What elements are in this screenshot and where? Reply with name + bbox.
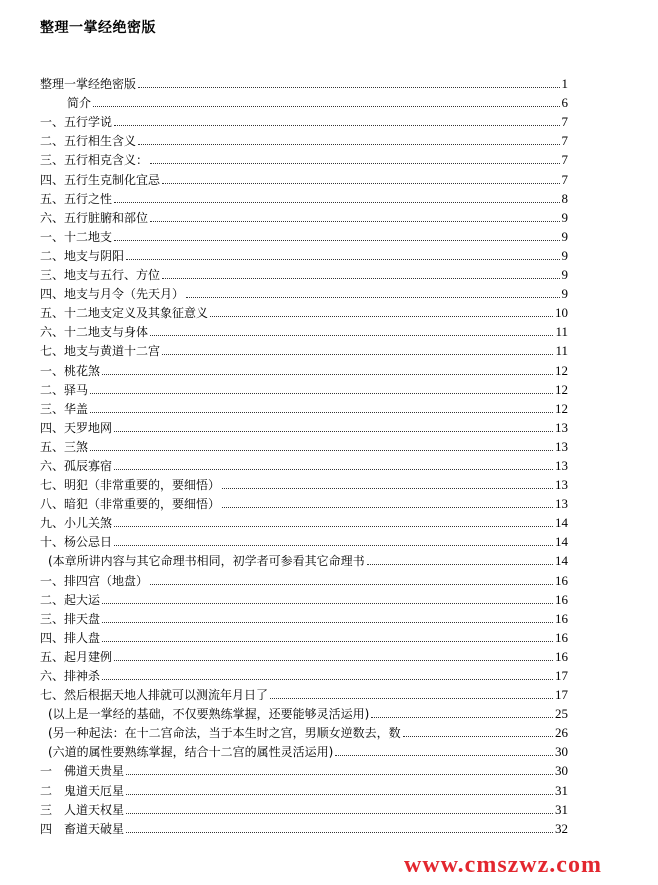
toc-dot-leader [114,660,553,661]
toc-entry-title: 十、杨公忌日 [40,535,113,550]
toc-dot-leader [114,125,559,126]
toc-entry-title: 九、小儿关煞 [40,516,113,531]
toc-entry-title: 四、地支与月令（先天月） [40,287,185,302]
toc-entry-title: 二 鬼道天厄星 [40,783,125,798]
toc-dot-leader [186,297,559,298]
toc-entry-page-number: 31 [555,782,568,798]
toc-entry-page-number: 10 [555,305,568,321]
toc-entry[interactable] [40,817,568,836]
toc-dot-leader [126,832,553,833]
toc-entry-title: 四、排人盘 [40,630,101,645]
watermark: www.cmszwz.com [404,852,602,878]
toc-entry-title: 四 畜道天破星 [40,821,125,836]
toc-entry-title: 四、五行生克制化宜忌 [40,172,161,187]
toc-dot-leader [102,622,553,623]
toc-entry-title: 六、十二地支与身体 [40,325,149,340]
toc-entry-page-number: 12 [555,362,568,378]
toc-dot-leader [126,794,553,795]
toc-entry[interactable] [40,244,568,263]
toc-dot-leader [335,755,553,756]
toc-entry-page-number: 1 [561,76,568,92]
toc-entry-title: 五、三煞 [40,439,89,454]
toc-entry-page-number: 7 [561,133,568,149]
toc-entry[interactable] [40,549,568,568]
toc-entry-title: 二、五行相生含义 [40,134,137,149]
toc-entry-page-number: 14 [555,515,568,531]
toc-entry[interactable] [40,607,568,626]
toc-entry-page-number: 30 [555,744,568,760]
toc-dot-leader [90,450,553,451]
toc-entry-page-number: 13 [555,419,568,435]
toc-entry[interactable] [40,778,568,797]
toc-entry-title: 五、十二地支定义及其象征意义 [40,306,209,321]
toc-dot-leader [126,774,553,775]
toc-entry[interactable] [40,759,568,778]
toc-entry-page-number: 6 [561,95,568,111]
toc-entry-page-number: 16 [555,572,568,588]
toc-entry-title: 三、华盖 [40,401,89,416]
toc-entry-page-number: 9 [561,247,568,263]
toc-dot-leader [114,469,553,470]
toc-entry-title: (本章所讲内容与其它命理书相同，初学者可参看其它命理书 [48,554,365,569]
toc-dot-leader [150,335,553,336]
toc-dot-leader [138,144,559,145]
toc-dot-leader [150,221,559,222]
toc-entry-title: 三、排天盘 [40,611,101,626]
toc-dot-leader [102,679,553,680]
toc-dot-leader [114,545,553,546]
toc-dot-leader [222,488,553,489]
toc-entry[interactable] [40,492,568,511]
toc-entry[interactable] [40,301,568,320]
toc-dot-leader [102,374,553,375]
toc-entry-page-number: 16 [555,648,568,664]
toc-entry-page-number: 8 [561,190,568,206]
toc-dot-leader [162,183,559,184]
toc-entry-title: 二、驿马 [40,382,89,397]
toc-entry[interactable] [40,798,568,817]
toc-entry[interactable] [40,588,568,607]
toc-entry[interactable] [40,339,568,358]
toc-entry[interactable] [40,568,568,587]
toc-entry-page-number: 7 [561,114,568,130]
toc-entry-title: 整理一掌经绝密版 [40,77,137,92]
toc-entry[interactable] [40,702,568,721]
toc-entry-title: 五、起月建例 [40,649,113,664]
toc-entry-title: 七、地支与黄道十二宫 [40,344,161,359]
toc-entry-page-number: 13 [555,457,568,473]
table-of-contents [40,72,568,836]
toc-dot-leader [162,278,559,279]
toc-entry[interactable] [40,72,568,91]
toc-entry-page-number: 17 [555,668,568,683]
toc-entry-title: 三 人道天权星 [40,802,125,817]
toc-entry-title: 六、排神杀 [40,669,101,683]
toc-entry[interactable] [40,683,568,702]
toc-entry[interactable] [40,225,568,244]
toc-entry[interactable] [40,530,568,549]
toc-dot-leader [138,87,559,88]
toc-entry-title: 二、地支与阴阳 [40,248,125,263]
toc-entry-page-number: 7 [561,152,568,168]
toc-entry-page-number: 16 [555,610,568,626]
toc-entry-title: (六道的属性要熟练掌握，结合十二宫的属性灵活运用) [48,745,334,760]
toc-entry-page-number: 11 [555,343,568,359]
toc-dot-leader [114,240,559,241]
toc-entry-title: 六、孤辰寡宿 [40,458,113,473]
toc-dot-leader [114,431,553,432]
toc-entry-title: 一 佛道天贵星 [40,764,125,779]
toc-dot-leader [126,259,559,260]
toc-entry[interactable] [40,282,568,301]
toc-dot-leader [162,354,553,355]
toc-entry-title: 五、五行之性 [40,191,113,206]
toc-entry-page-number: 9 [561,286,568,302]
toc-dot-leader [367,564,553,565]
toc-entry[interactable] [40,626,568,645]
toc-entry[interactable] [40,397,568,416]
toc-entry[interactable] [40,721,568,740]
toc-dot-leader [114,202,559,203]
toc-dot-leader [90,393,553,394]
toc-entry-title: 七、明犯（非常重要的，要细悟） [40,478,221,493]
toc-dot-leader [270,698,553,699]
toc-entry-title: 二、起大运 [40,592,101,607]
toc-entry-title: 八、暗犯（非常重要的，要细悟） [40,497,221,512]
toc-entry[interactable] [40,148,568,167]
toc-entry[interactable] [40,416,568,435]
toc-entry-title: 一、桃花煞 [40,363,101,378]
toc-entry[interactable] [40,664,568,683]
toc-entry-page-number: 17 [555,687,568,703]
toc-entry-title: (另一种起法：在十二宫命法，当于本生时之宫，男顺女逆数去，数 [48,726,401,741]
toc-entry-page-number: 25 [555,706,568,722]
toc-entry[interactable] [40,129,568,148]
toc-entry-title: 一、十二地支 [40,229,113,244]
toc-dot-leader [102,603,553,604]
toc-entry-title: 一、排四宫（地盘） [40,573,149,588]
toc-dot-leader [102,641,553,642]
toc-entry-title: 七、然后根据天地人排就可以测流年月日了 [40,688,269,703]
toc-entry-page-number: 16 [555,591,568,607]
toc-entry[interactable] [40,435,568,454]
toc-entry-title: 简介 [67,96,92,111]
toc-entry-page-number: 9 [561,228,568,244]
toc-entry[interactable] [40,110,568,129]
toc-entry[interactable] [40,740,568,759]
toc-entry[interactable] [40,187,568,206]
toc-entry[interactable] [40,358,568,377]
toc-dot-leader [210,316,553,317]
toc-entry-title: 六、五行脏腑和部位 [40,210,149,225]
toc-dot-leader [114,526,553,527]
toc-entry-page-number: 14 [555,553,568,569]
page-title: 整理一掌经绝密版 [40,20,156,36]
toc-entry[interactable] [40,206,568,225]
toc-entry-page-number: 13 [555,496,568,512]
toc-entry-page-number: 9 [561,267,568,283]
toc-dot-leader [126,813,553,814]
toc-entry-title: 四、天罗地网 [40,420,113,435]
toc-entry-page-number: 26 [555,725,568,741]
toc-entry-page-number: 7 [561,171,568,187]
toc-entry-page-number: 30 [555,763,568,779]
toc-entry-page-number: 12 [555,381,568,397]
toc-entry[interactable] [40,91,568,110]
toc-entry-page-number: 31 [555,801,568,817]
toc-entry[interactable] [40,378,568,397]
toc-dot-leader [90,412,553,413]
toc-entry[interactable] [40,645,568,664]
toc-dot-leader [150,584,553,585]
toc-entry-page-number: 13 [555,477,568,493]
toc-dot-leader [150,163,559,164]
toc-entry-page-number: 32 [555,820,568,836]
toc-entry[interactable] [40,511,568,530]
toc-entry-page-number: 12 [555,400,568,416]
toc-dot-leader [222,507,553,508]
toc-entry[interactable] [40,473,568,492]
toc-entry[interactable] [40,167,568,186]
toc-entry-page-number: 11 [555,324,568,340]
toc-dot-leader [93,106,559,107]
toc-entry[interactable] [40,454,568,473]
toc-entry[interactable] [40,263,568,282]
toc-dot-leader [371,717,553,718]
toc-entry-page-number: 9 [561,209,568,225]
toc-entry-title: 一、五行学说 [40,115,113,130]
toc-entry-page-number: 13 [555,438,568,454]
toc-entry-title: 三、地支与五行、方位 [40,268,161,283]
toc-dot-leader [403,736,553,737]
toc-entry-title: (以上是一掌经的基础，不仅要熟练掌握，还要能够灵活运用) [48,707,370,722]
toc-entry-title: 三、五行相克含义： [40,153,149,168]
toc-entry[interactable] [40,320,568,339]
toc-entry-page-number: 16 [555,629,568,645]
toc-entry-page-number: 14 [555,534,568,550]
